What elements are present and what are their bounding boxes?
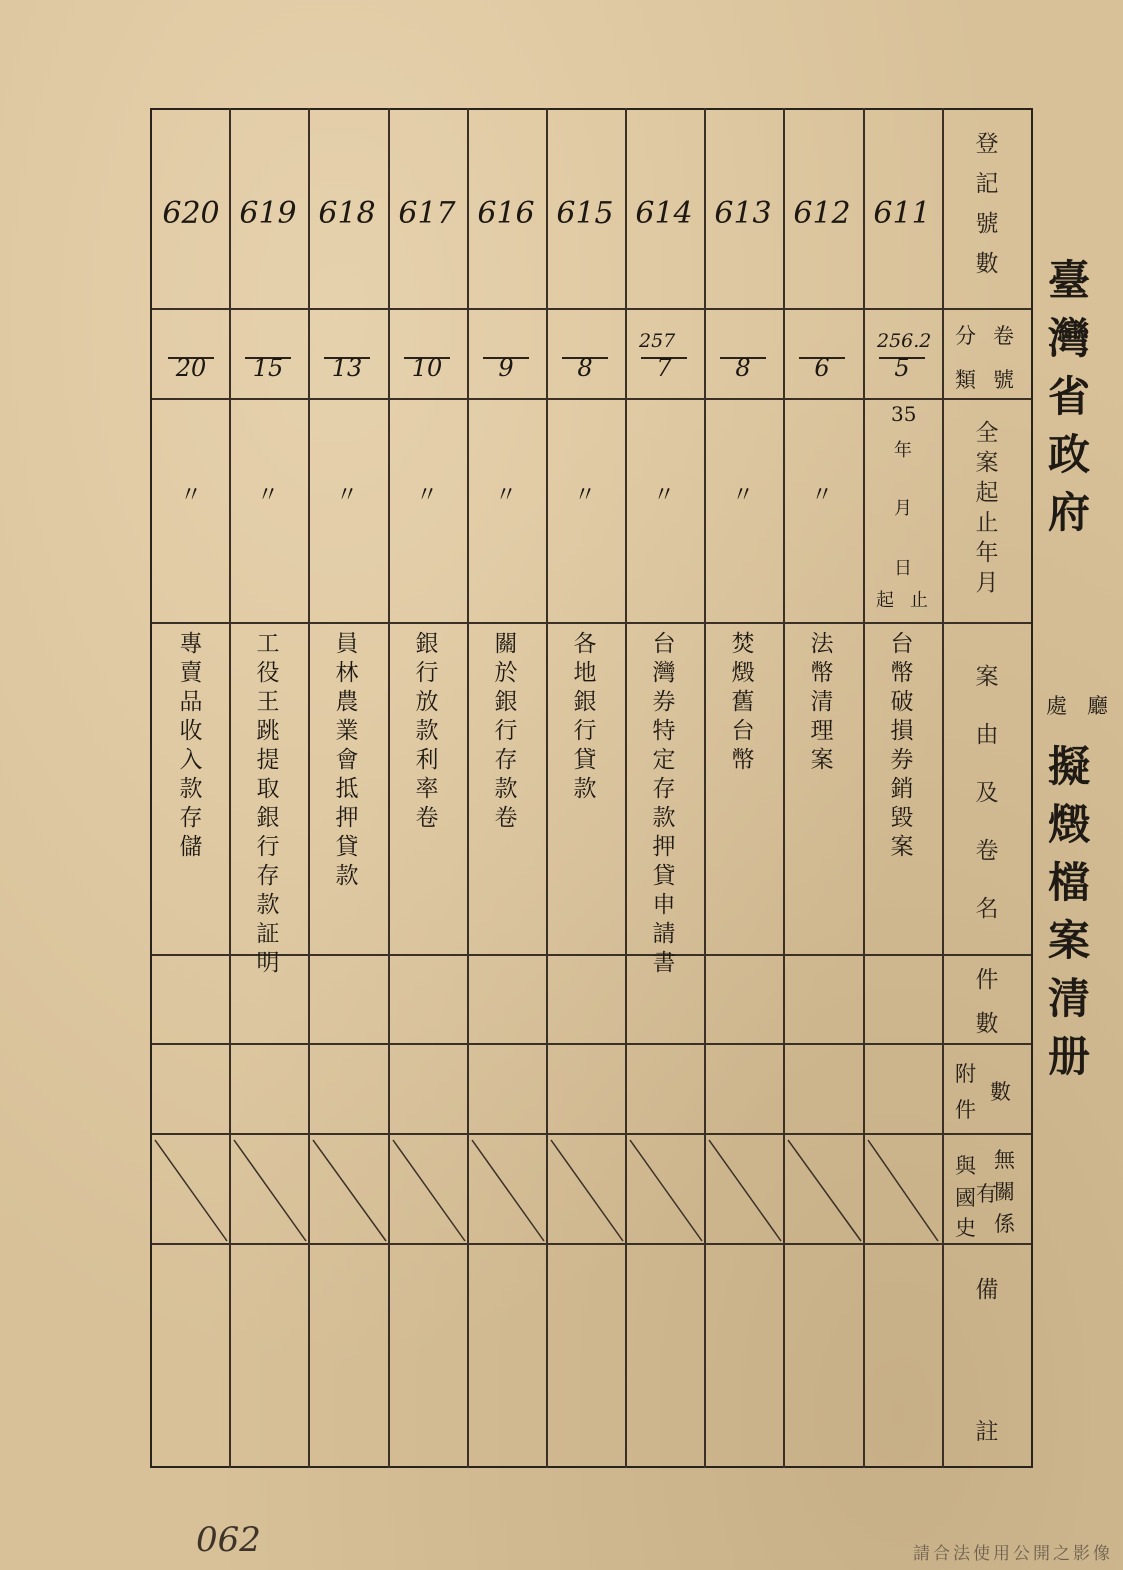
volume-number: 6 (814, 354, 830, 382)
subject-text: 專賣品收入款存儲 (179, 631, 203, 860)
strike-diagonal (706, 1135, 785, 1245)
date-year: 年 (894, 440, 912, 461)
volume-number: 8 (577, 354, 593, 382)
column-divider (388, 108, 390, 1468)
row-divider (152, 622, 1031, 624)
header-remarks-2: 註 (975, 1419, 999, 1445)
header-class-top-left: 分 (955, 324, 976, 348)
volume-number: 9 (498, 354, 514, 382)
strike-diagonal (390, 1135, 469, 1245)
header-class-bottom-right: 號 (993, 368, 1014, 392)
header-count: 件數 (975, 967, 999, 1037)
volume-number: 15 (252, 354, 284, 382)
document-title: 臺灣省政府 (1047, 256, 1090, 537)
column-divider (229, 108, 231, 1468)
volume-number: 20 (175, 354, 207, 382)
header-history-4: 有 (976, 1182, 997, 1206)
subject-text: 焚燬舊台幣 (731, 631, 755, 773)
reg-number: 613 (714, 196, 772, 231)
date-year-num: 35 (891, 402, 917, 426)
header-class-bottom-left: 類 (955, 368, 976, 392)
subtitle-small-2: 處 (1046, 694, 1067, 718)
date-ditto: 〃 (179, 483, 202, 508)
date-ditto: 〃 (335, 483, 358, 508)
header-reg-no: 登記號數 (975, 131, 999, 277)
volume-number: 8 (735, 354, 751, 382)
date-ditto: 〃 (494, 483, 517, 508)
subject-text: 關於銀行存款卷 (494, 631, 518, 831)
class-number: 257 (639, 330, 676, 352)
archive-watermark: 請合法使用公開之影像 (913, 1544, 1113, 1564)
strike-diagonal (865, 1135, 942, 1245)
subject-text: 員林農業會抵押貸款 (335, 631, 359, 889)
row-divider (152, 308, 1031, 310)
date-ditto: 〃 (731, 483, 754, 508)
header-attach-b: 件 (955, 1098, 976, 1122)
header-class-top-right: 卷 (993, 324, 1014, 348)
row-divider (152, 398, 1031, 400)
strike-diagonal (548, 1135, 627, 1245)
column-divider (863, 108, 865, 1468)
strike-diagonal (231, 1135, 310, 1245)
volume-number: 5 (894, 354, 910, 382)
header-date: 全案起止年月 (975, 420, 999, 596)
header-history-1: 無 (994, 1148, 1015, 1172)
page-number: 062 (196, 1520, 261, 1560)
document-subtitle: 擬燬檔案清册 (1047, 742, 1090, 1081)
header-attach-a: 附 (955, 1062, 976, 1086)
column-divider (546, 108, 548, 1468)
header-history-5: 與 (955, 1154, 976, 1178)
date-ditto: 〃 (573, 483, 596, 508)
date-month: 月 (894, 498, 912, 519)
volume-number: 10 (411, 354, 443, 382)
header-history-3: 係 (994, 1212, 1015, 1236)
date-ditto: 〃 (652, 483, 675, 508)
date-ditto: 〃 (415, 483, 438, 508)
column-divider (467, 108, 469, 1468)
row-divider (152, 1043, 1031, 1045)
header-remarks-1: 備 (975, 1277, 999, 1303)
header-history-7: 史 (955, 1216, 976, 1240)
strike-diagonal (310, 1135, 390, 1245)
subject-text: 台幣破損券銷毀案 (890, 631, 914, 860)
header-attach-c: 數 (990, 1080, 1011, 1104)
subtitle-small-1: 廳 (1087, 694, 1108, 718)
reg-number: 612 (793, 196, 851, 231)
date-start: 起 (876, 590, 894, 611)
header-history-2: 關 (994, 1180, 1015, 1204)
strike-diagonal (627, 1135, 706, 1245)
column-divider (942, 108, 944, 1468)
reg-number: 611 (873, 196, 931, 231)
subject-text: 台灣券特定存款押貸申請書 (652, 631, 676, 976)
date-end: 止 (910, 590, 928, 611)
volume-number: 13 (331, 354, 363, 382)
reg-number: 617 (398, 196, 456, 231)
subject-text: 法幣清理案 (810, 631, 834, 773)
date-ditto: 〃 (256, 483, 279, 508)
reg-number: 618 (318, 196, 376, 231)
subject-text: 工役王跳提取銀行存款証明 (256, 631, 280, 976)
reg-number: 614 (635, 196, 693, 231)
class-number: 256.2 (877, 330, 932, 352)
strike-diagonal (469, 1135, 548, 1245)
subject-text: 銀行放款利率卷 (415, 631, 439, 831)
strike-diagonal (785, 1135, 865, 1245)
column-divider (308, 108, 310, 1468)
date-day: 日 (894, 558, 912, 579)
volume-number: 7 (656, 354, 672, 382)
header-history-6: 國 (955, 1186, 976, 1210)
column-divider (704, 108, 706, 1468)
column-divider (625, 108, 627, 1468)
reg-number: 619 (239, 196, 297, 231)
strike-diagonal (152, 1135, 231, 1245)
column-divider (783, 108, 785, 1468)
reg-number: 616 (477, 196, 535, 231)
header-subject: 案由及卷名 (975, 664, 999, 922)
reg-number: 615 (556, 196, 614, 231)
reg-number: 620 (162, 196, 220, 231)
date-ditto: 〃 (810, 483, 833, 508)
subject-text: 各地銀行貸款 (573, 631, 597, 802)
